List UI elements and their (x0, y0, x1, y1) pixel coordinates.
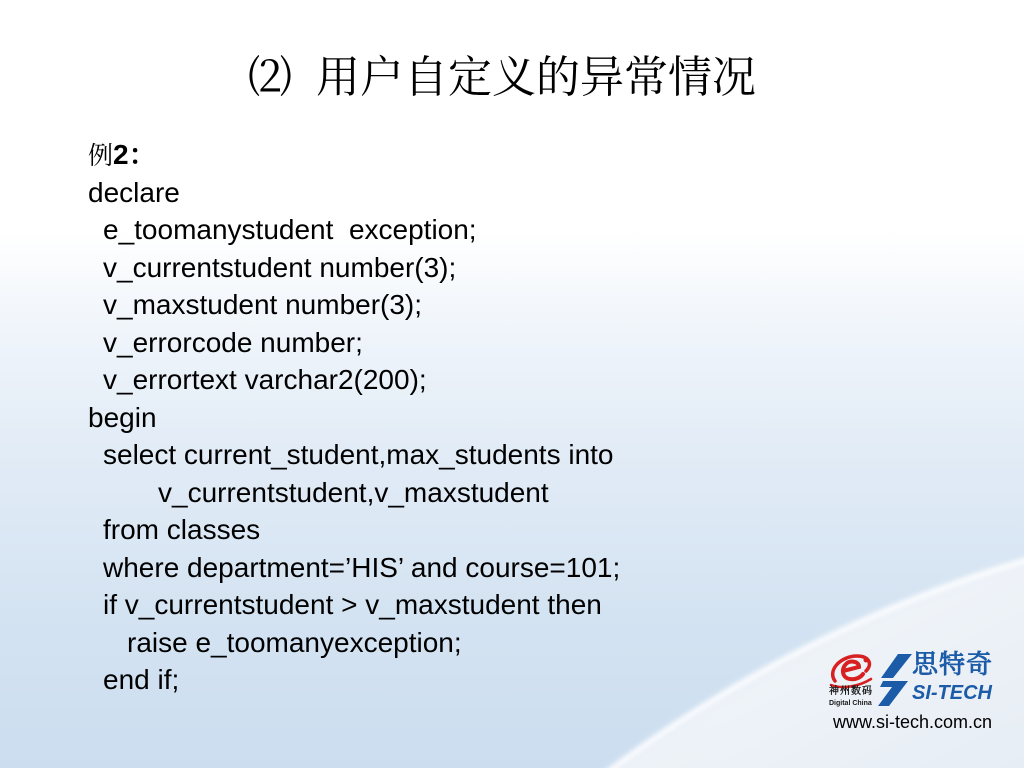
code-line: v_currentstudent number(3); (103, 251, 457, 283)
example-number: 2： (113, 139, 157, 170)
title-text: 用户自定义的异常情况 (316, 52, 756, 103)
si-tech-logo-text: 思特奇 (912, 650, 994, 680)
code-line: declare (88, 176, 180, 208)
digital-china-logo-subtext: Digital China (829, 700, 872, 707)
website-url: www.si-tech.com.cn (833, 712, 993, 732)
si-tech-logo-wordmark: SI-TECH (912, 682, 992, 704)
code-line: from classes (103, 514, 261, 545)
slide-title (0, 48, 1004, 108)
code-line: if v_currentstudent > v_maxstudent then (103, 589, 602, 620)
code-line: v_errortext varchar2(200); (103, 364, 427, 395)
digital-china-logo-text: 神州数码 (829, 686, 873, 697)
code-line: v_maxstudent number(3); (103, 289, 423, 320)
code-line: v_currentstudent,v_maxstudent (158, 476, 549, 508)
code-line: e_toomanystudent exception; (103, 214, 477, 245)
title-number: ⑵ (248, 52, 292, 103)
example-heading (88, 136, 848, 174)
si-tech-logo-icon (878, 654, 912, 706)
code-line: begin (88, 401, 157, 433)
code-line: where department=’HIS’ and course=101; (103, 551, 621, 583)
example-label: 例 (88, 141, 114, 170)
digital-china-logo-icon (828, 652, 874, 690)
code-example-body (88, 136, 848, 699)
code-line: raise e_toomanyexception; (127, 626, 462, 658)
code-line: end if; (103, 664, 180, 695)
code-line: select current_student,max_students into (103, 439, 614, 470)
code-line: v_errorcode number; (103, 326, 363, 358)
